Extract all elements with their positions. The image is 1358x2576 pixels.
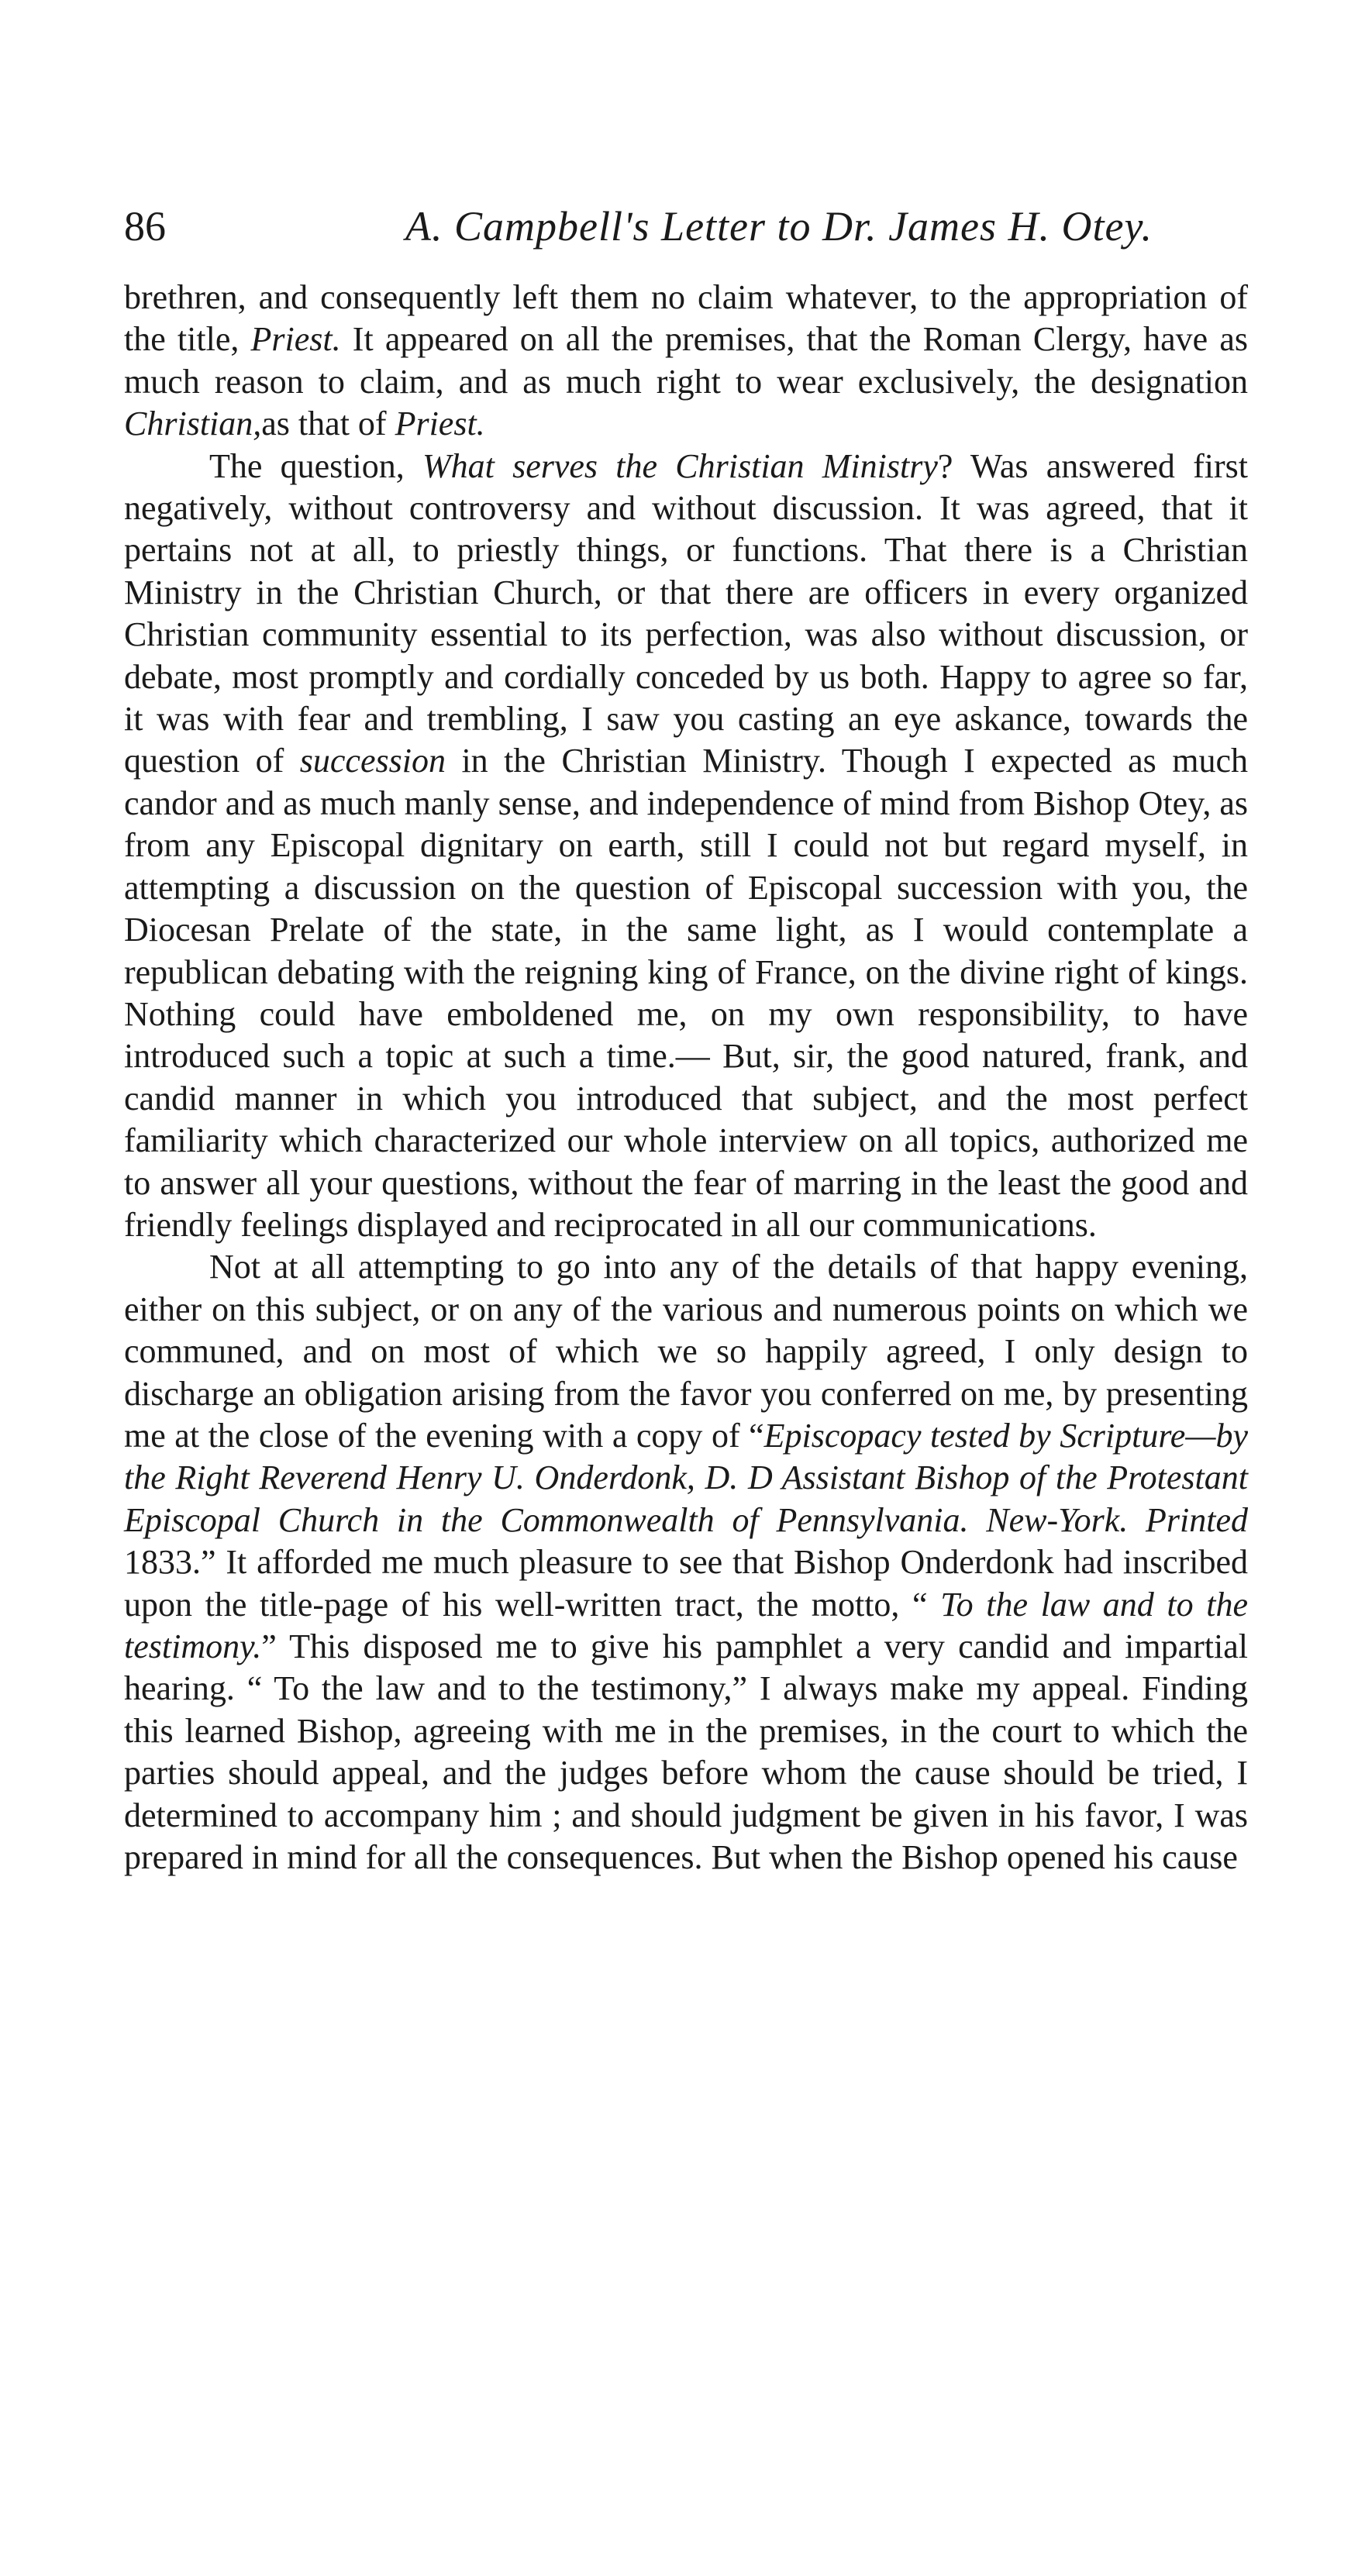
- text-run: ” This disposed me to give his pamphlet a very candid and impartial hearing. “ To the law and to the testimony,” I always make my appeal. Finding this learned Bishop, agreeing with me in the premises, in the court to which the parties should appeal, and the judges before whom the cause should be tried, I determined to accompany him ; and should judgment be given in his favor, I was prepared in mind for all the consequences. But when the Bishop opened his cause: [124, 1627, 1248, 1877]
- italic-text-run: Priest.: [250, 320, 341, 359]
- running-title: A. Campbell's Letter to Dr. James H. Otey.: [405, 203, 1153, 250]
- text-run: Not at all attempting to go into any of the details of that happy evening, either on this subject, or on any of the various and numerous points on which we communed, and on most of which we so happily agreed, I only design to discharge an obligation arising from the favor you conferred on me, by presenting me at the close of the evening with a copy of “: [124, 1248, 1248, 1455]
- text-run: in the Christian Ministry. Though I expected as much candor and as much manly sense, and independence of mind from Bishop Otey, as from any Episcopal dignitary on earth, still I could not but regard myself, in attempting a discussion on the question of Episcopal succession with you, the Diocesan Prelate of the state, in the same light, as I would contemplate a republican debating with the reigning king of France, on the divine right of kings. Nothing could have emboldened me, on my own responsibility, to have introduced such a topic at such a time.— But, sir, the good natured, frank, and candid manner in which you introduced that subject, and the most perfect familiarity which characterized our whole interview on all topics, authorized me to answer all your questions, without the fear of marring in the least the good and friendly feelings displayed and reciprocated in all our communications.: [124, 742, 1248, 1244]
- body-text: [124, 277, 1248, 1879]
- paragraph: [124, 1246, 1248, 1879]
- italic-text-run: To the law and to the testimony.: [124, 1585, 1248, 1665]
- italic-text-run: Episcopacy tested by Scripture—by the Right Reverend Henry U. Onderdonk, D. D Assistant Bishop of the Protestant Episcopal Church in the Commonwealth of Pennsylvania. New-York. Printed: [124, 1416, 1248, 1539]
- text-run: as that of: [261, 405, 395, 443]
- text-run: It appeared on all the premises, that the Roman Clergy, have as much reason to claim, and as much right to wear exclusively, the designation: [124, 320, 1248, 401]
- italic-text-run: succession: [299, 742, 446, 780]
- paragraph: [124, 446, 1248, 1247]
- italic-text-run: What serves the Christian Ministry: [422, 446, 938, 485]
- text-run: brethren, and consequently left them no claim whatever, to the appropriation of the title,: [124, 278, 1248, 359]
- text-run: ? Was answered first negatively, without controversy and without discussion. It was agreed, that it pertains not at all, to priestly things, or functions. That there is a Christian Ministry in the Christian Church, or that there are officers in every organized Christian community essential to its perfection, was also without discussion, or debate, most promptly and cordially conceded by us both. Happy to agree so far, it was with fear and trembling, I saw you casting an eye askance, towards the question of: [124, 446, 1248, 780]
- italic-text-run: Christian,: [124, 405, 262, 443]
- page-header: [124, 203, 1248, 265]
- paragraph: [124, 277, 1248, 446]
- text-run: 1833.” It afforded me much pleasure to see that Bishop Onderdonk had inscribed upon the title-page of his well-written tract, the motto, “: [124, 1543, 1248, 1624]
- page-number: 86: [124, 203, 166, 250]
- italic-text-run: Priest.: [395, 405, 485, 443]
- text-run: The question,: [209, 446, 422, 485]
